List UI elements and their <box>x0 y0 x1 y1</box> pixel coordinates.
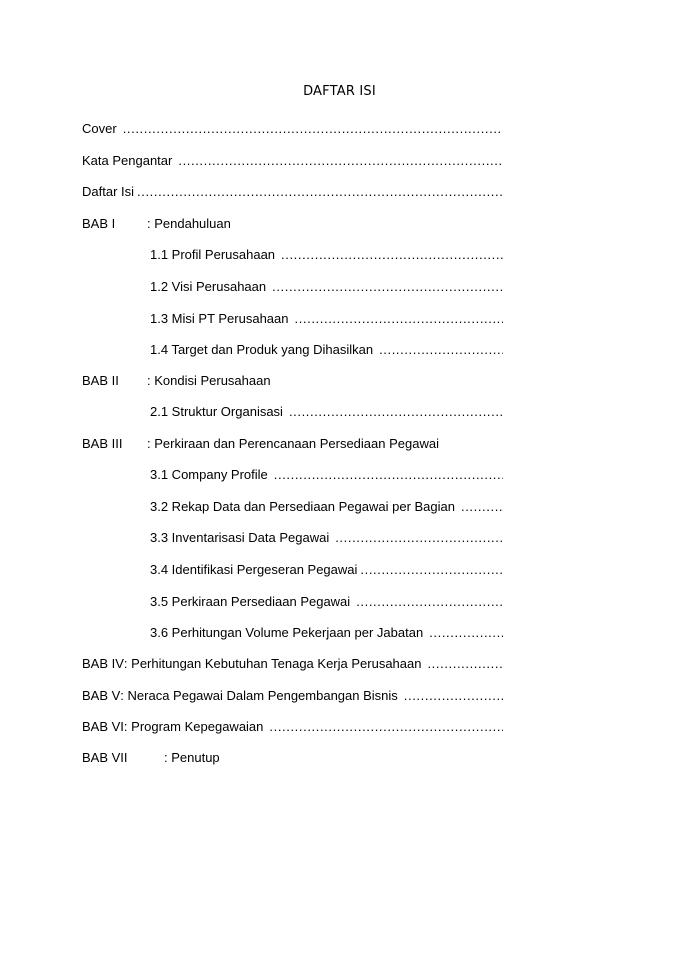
toc-section-3-3[interactable] <box>150 528 503 548</box>
chapter-title: : Penutup <box>164 750 220 765</box>
toc-section-1-2[interactable] <box>150 277 503 297</box>
chapter-title: : Pendahuluan <box>147 216 231 231</box>
section-label: 1.4 Target dan Produk yang Dihasilkan <box>150 342 374 357</box>
dot-leader <box>274 465 503 485</box>
chapter-title: : Program Kepegawaian <box>123 719 264 734</box>
chapter-label: BAB VII <box>82 750 128 765</box>
toc-entry-daftar-isi[interactable] <box>82 182 503 202</box>
dot-leader <box>427 654 503 674</box>
section-label: 3.1 Company Profile <box>150 467 268 482</box>
chapter-label: BAB III <box>82 436 123 451</box>
toc-section-3-5[interactable] <box>150 592 503 612</box>
section-label: 3.6 Perhitungan Volume Pekerjaan per Jabatan <box>150 625 424 640</box>
chapter-title: : Perhitungan Kebutuhan Tenaga Kerja Perusahaan <box>123 656 422 671</box>
chapter-title: : Kondisi Perusahaan <box>147 373 271 388</box>
toc-chapter-bab-1[interactable] <box>82 214 503 234</box>
dot-leader <box>429 623 503 643</box>
dot-leader <box>281 245 503 265</box>
dot-leader <box>289 402 503 422</box>
section-label: 1.2 Visi Perusahaan <box>150 279 267 294</box>
dot-leader <box>404 686 503 706</box>
dot-leader <box>123 119 503 139</box>
section-label: 1.3 Misi PT Perusahaan <box>150 311 289 326</box>
toc-chapter-bab-2[interactable] <box>82 371 503 391</box>
toc-chapter-bab-6[interactable] <box>82 717 503 737</box>
toc-section-3-6[interactable] <box>150 623 503 643</box>
dot-leader <box>356 592 503 612</box>
dot-leader <box>269 717 503 737</box>
dot-leader <box>178 151 503 171</box>
toc-section-3-2[interactable] <box>150 497 503 517</box>
dot-leader <box>272 277 503 297</box>
toc-chapter-bab-4[interactable] <box>82 654 503 674</box>
chapter-title: : Neraca Pegawai Dalam Pengembangan Bisnis <box>120 688 398 703</box>
toc-entry-kata-pengantar[interactable] <box>82 151 503 171</box>
toc-entry-label: Daftar Isi <box>82 184 135 199</box>
toc-entry-label: Cover <box>82 121 117 136</box>
dot-leader <box>379 340 503 360</box>
toc-entry-cover[interactable] <box>82 119 503 139</box>
section-label: 2.1 Struktur Organisasi <box>150 404 283 419</box>
chapter-label: BAB VI <box>82 719 124 734</box>
page-title: DAFTAR ISI <box>303 84 376 99</box>
toc-section-2-1[interactable] <box>150 402 503 422</box>
section-label: 3.4 Identifikasi Pergeseran Pegawai <box>150 562 358 577</box>
toc-chapter-bab-7[interactable] <box>82 748 503 768</box>
chapter-title: : Perkiraan dan Perencanaan Persediaan Pegawai <box>147 436 439 451</box>
chapter-label: BAB V <box>82 688 121 703</box>
dot-leader <box>137 182 503 202</box>
section-label: 1.1 Profil Perusahaan <box>150 247 276 262</box>
dot-leader <box>461 497 503 517</box>
section-label: 3.2 Rekap Data dan Persediaan Pegawai per Bagian <box>150 499 455 514</box>
dot-leader <box>360 560 503 580</box>
toc-chapter-bab-5[interactable] <box>82 686 503 706</box>
section-label: 3.3 Inventarisasi Data Pegawai <box>150 530 330 545</box>
toc-section-1-3[interactable] <box>150 309 503 329</box>
toc-section-3-4[interactable] <box>150 560 503 580</box>
chapter-label: BAB IV <box>82 656 124 671</box>
toc-chapter-bab-3[interactable] <box>82 434 503 454</box>
toc-section-1-4[interactable] <box>150 340 503 360</box>
chapter-label: BAB I <box>82 216 116 231</box>
toc-section-1-1[interactable] <box>150 245 503 265</box>
chapter-label: BAB II <box>82 373 119 388</box>
section-label: 3.5 Perkiraan Persediaan Pegawai <box>150 594 351 609</box>
dot-leader <box>335 528 503 548</box>
toc-entry-label: Kata Pengantar <box>82 153 173 168</box>
dot-leader <box>295 309 504 329</box>
toc-section-3-1[interactable] <box>150 465 503 485</box>
